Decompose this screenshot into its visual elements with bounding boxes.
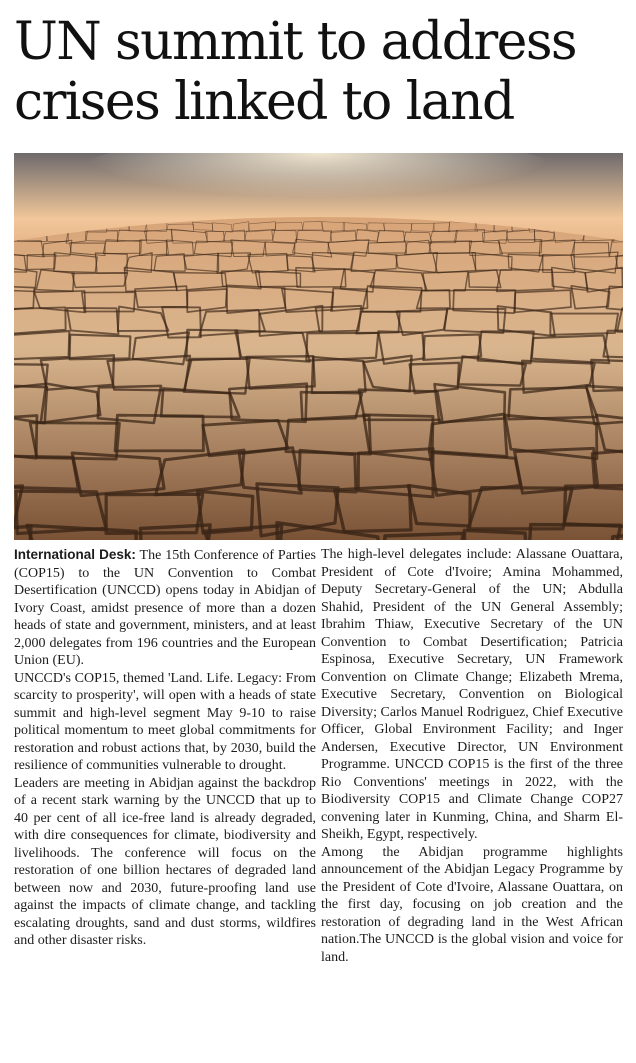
article-paragraph: Among the Abidjan programme highlights announcement of the Abidjan Legacy Programme by the President of Cote d'Ivoire, Alassane Ouattara, on the first day, focusing on job creation and the restoration of degrading land in the West African nation.The UNCCD is the global vision and voice for land. (321, 844, 623, 965)
headline: UN summit to address crises linked to land (14, 12, 577, 132)
paragraph-text: The 15th Conference of Parties (COP15) to the UN Convention to Combat Desertification (UNCCD) opens today in Abidjan of Ivory Coast, amidst presence of more than a dozen heads of state and government, ministers, and at least 2,000 delegates from 196 countries and the European Union (EU). (14, 548, 317, 668)
cracked-earth-photo (14, 153, 623, 540)
dateline: International Desk: (14, 547, 136, 562)
article-paragraph: The high-level delegates include: Alassane Ouattara, President of Cote d'Ivoire; Amina Mohammed, Deputy Secretary-General of the UN; Abdulla Shahid, President of the UN General Assembly; Ibrahim Thiaw, Executive Secretary of the UN Convention to Combat Desertification; Patricia Espinosa, Executive Secretary, UN Framework Convention on Climate Change; Elizabeth Mrema, Executive Secretary, Convention on Biological Diversity; Carlos Manuel Rodriguez, Chief Executive Officer, Global Environment Facility; and Inger Andersen, Executive Director, UN Environment Programme. UNCCD COP15 is the first of the three Rio Conventions' meetings in 2022, with the Biodiversity COP15 and Climate Change COP27 convening later in Kunming, China, and Sharm El-Sheikh, Egypt, respectively. (321, 547, 623, 842)
cracked-ground (14, 193, 623, 540)
article-column-left (14, 546, 316, 1058)
article-column-right (321, 546, 623, 1058)
article-paragraph: UNCCD's COP15, themed 'Land. Life. Legacy: From scarcity to prosperity', will open with a heads of state summit and high-level segment May 9-10 to raise political momentum to meet global commitments for restoration and robust actions that, by 2030, build the resilience of communities vulnerable to drought. (14, 670, 316, 773)
article-paragraph: Leaders are meeting in Abidjan against the backdrop of a recent stark warning by the UNCCD that up to 40 per cent of all ice-free land is already degraded, with dire consequences for climate, biodiversity and livelihoods. The conference will focus on the restoration of one billion hectares of degraded land between now and 2030, future-proofing land use against the impacts of climate change, and tackling escalating droughts, sand and dust storms, wildfires and other disaster risks. (14, 775, 316, 948)
article-paragraph (14, 546, 316, 670)
article-body (14, 546, 623, 1058)
